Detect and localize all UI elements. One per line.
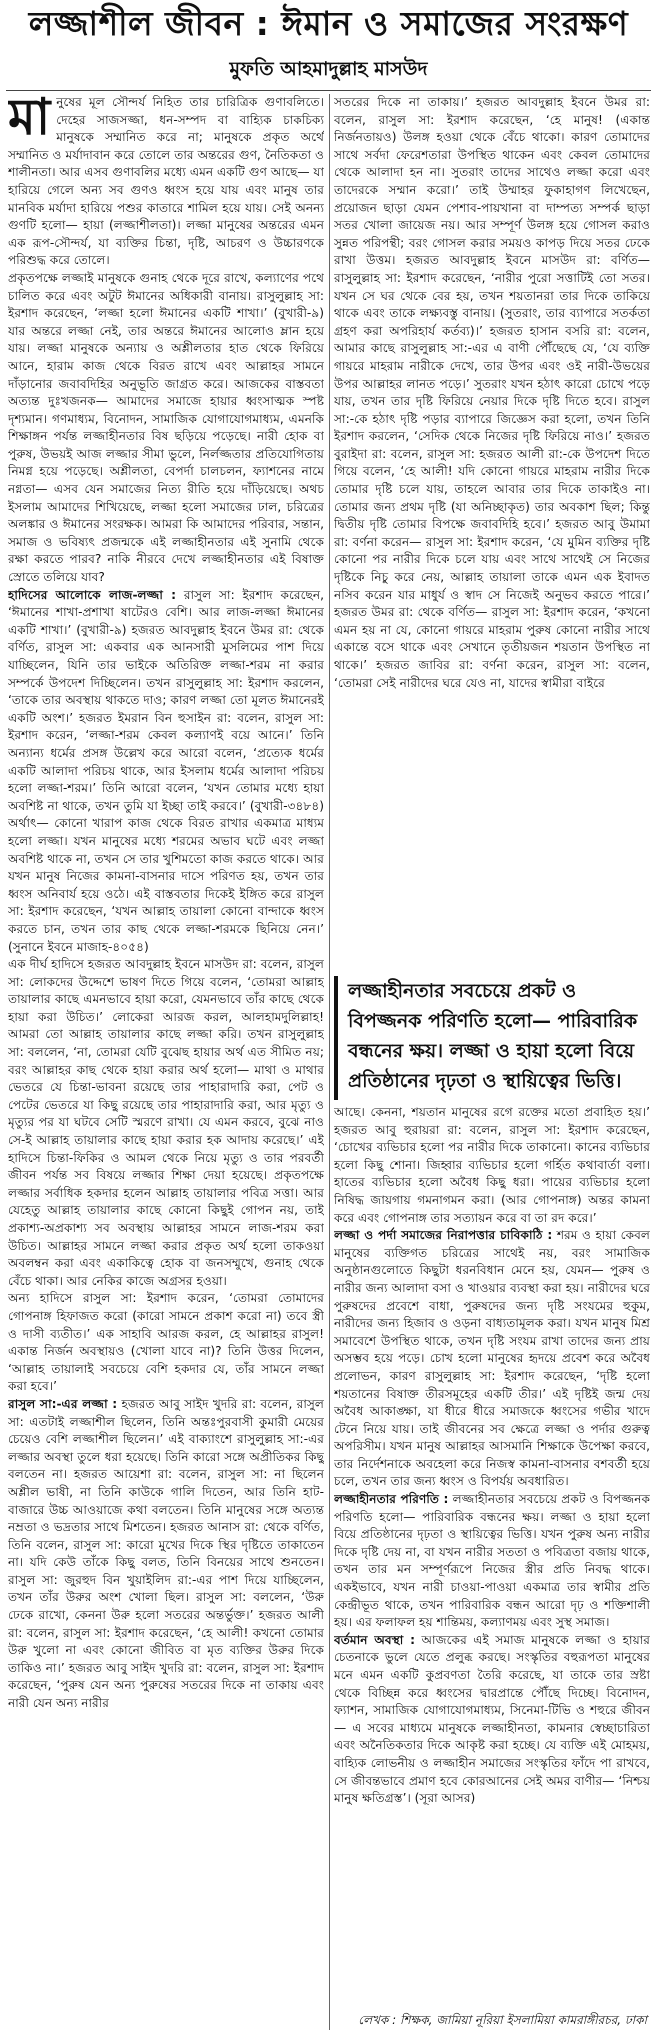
section-text-social-security: শরম ও হায়া কেবল মানুষের ব্যক্তিগত চরিত্রের সাথেই নয়, বরং সামাজিক অনুষ্ঠানগুলোতে কিছুটা ধরনবিধান মেনে হয়, যেমন— পুরুষ ও নারীর জন্য আলাদা বসা ও খাওয়ার ব্যবস্থা করা হয়। নারীদের ঘরে পুরুষদের প্রবেশে বাধা, পুরুষদের জন্য দৃষ্টি সংযমের হুকুম, নারীদের জন্য হিজাব ও ওড়না বাধ্যতামূলক করা। যখন মানুষ মিশ্র সমাবেশে উপস্থিত থাকে, তখন দৃষ্টি সংযম রাখা তাদের জন্য প্রায় অসম্ভব হয়ে পড়ে। চোখ হলো মানুষের হৃদয়ে প্রবেশ করে অবৈধ প্রলোভন, কারণ রাসুলুল্লাহ সা: ইরশাদ করেছেন, ‘দৃষ্টি হলো শয়তানের বিষাক্ত তীরসমূহের একটি তীর।’ এই দৃষ্টিই জন্ম দেয় অবৈধ আকাঙ্ক্ষা, যা ধীরে ধীরে সমাজকে ধ্বংসের গভীর খাদে টেনে নিয়ে যায়। তাই জীবনের সব ক্ষেত্রে লজ্জা ও পর্দার গুরুত্ব অপরিসীম। যখন মানুষ আল্লাহর আসমানি শিক্ষাকে উপেক্ষা করবে, তার নির্দেশনাকে অবহেলা করে নিজস্ব কামনা-বাসনার বশবর্তী হয়ে চলে, তখন তার জন্য ধ্বংস ও বিপর্যয় অবধারিত।	[334, 1228, 650, 1489]
section-current-state	[334, 1632, 650, 1808]
section-title-prophet-modesty: রাসুল সা:-এর লজ্জা :	[8, 1396, 118, 1411]
body-paragraph: আছে। কেননা, শয়তান মানুষের রগে রক্তের মতো প্রবাহিত হয়।’ হজরত আবু হুরায়রা রা: বলেন, রাসুল সা: ইরশাদ করেছেন, ‘চোখের ব্যভিচার হলো পর নারীর দিকে তাকানো। কানের ব্যভিচার হলো কিছু শোনা। জিহ্বার ব্যভিচার হলো গর্হিত কথাবার্তা বলা। হাতের ব্যভিচার হলো অবৈধ কিছু ধরা। পায়ের ব্যভিচার হলো নিষিদ্ধ জায়গায় গমনাগমন করা। (আর গোপনাঙ্গ) অন্তর কামনা করে এবং গোপনাঙ্গ তার সত্যায়ন করে বা তা রদ করে।’	[334, 1105, 650, 1225]
section-text-consequences: লজ্জাহীনতার সবচেয়ে প্রকট ও বিপজ্জনক পরিণতি হলো— পারিবারিক বন্ধনের ক্ষয়। লজ্জা ও হায়া হলো বিয়ে প্রতিষ্ঠানের দৃঢ়তা ও স্থায়িত্বের ভিত্তি। যখন পুরুষ অন্য নারীর দিকে দৃষ্টি দেয় না, বা যখন নারীর সততা ও পবিত্রতা বজায় থাকে, তখন তার মন সম্পূর্ণরূপে নিজের স্ত্রীর প্রতি নিবদ্ধ থাকে। একইভাবে, যখন নারী চাওয়া-পাওয়া একমাত্র তার স্বামীর প্রতি কেন্দ্রীভূত থাকে, তখন পারিবারিক বন্ধন আরো দৃঢ় ও শক্তিশালী হয়। এর ফলাফল হয় শান্তিময়, কল্যাণময় এবং সুস্থ সমাজ।	[334, 1492, 650, 1630]
section-text-prophet-modesty: হজরত আবু সাইদ খুদরি রা: বলেন, রাসুল সা: এতটাই লজ্জাশীল ছিলেন, তিনি অন্তঃপুরবাসী কুমারী মেয়ের চেয়েও বেশি লজ্জাশীল ছিলেন।’ এই বাক্যাংশে রাসুলুল্লাহ সা:-এর লজ্জার অবস্থা তুলে ধরা হয়েছে। তিনি কারো সঙ্গে অপ্রীতিকর কিছু বলতেন না। হজরত আয়েশা রা: বলেন, রাসুল সা: না ছিলেন অশ্লীল ভাষী, না তিনি কাউকে গালি দিতেন, আর তিনি হাট-বাজারে উচ্চ আওয়াজে কথা বলতেন। তিনি মানুষের সঙ্গে অত্যন্ত নম্রতা ও ভদ্রতার সাথে মিশতেন। হজরত আনাস রা: থেকে বর্ণিত, তিনি বলেন, রাসুল সা: কারো মুখের দিকে স্থির দৃষ্টিতে তাকাতেন না। যদি কেউ তাঁকে কিছু বলত, তিনি বিনয়ের সাথে শুনতেন। রাসুল সা: জুরহুদ বিন খুয়াইলিদ রা:-এর পাশ দিয়ে যাচ্ছিলেন, তখন তাঁর উরুর অংশ খোলা ছিল। রাসুল সা: বললেন, ‘উরু ঢেকে রাখো, কেননা উরু হলো সতরের অন্তর্ভুক্ত।’ হজরত আলী রা: বলেন, রাসুল সা: ইরশাদ করেছেন, ‘হে আলী! কখনো তোমার উরু খুলো না এবং কোনো জীবিত বা মৃত ব্যক্তির উরুর দিকে তাকিও না।’ হজরত আবু সাইদ খুদরি রা: বলেন, রাসুল সা: ইরশাদ করেছেন, ‘পুরুষ যেন অন্য পুরুষের সতরের দিকে না তাকায় এবং নারী যেন অন্য নারীর	[8, 1396, 324, 1711]
column-divider	[329, 94, 330, 2030]
top-rule	[6, 90, 651, 91]
body-paragraph: এক দীর্ঘ হাদিসে হজরত আবদুল্লাহ ইবনে মাসউদ রা: বলেন, রাসুল সা: লোকদের উদ্দেশে ভাষণ দিতে গিয়ে বলেন, ‘তোমরা আল্লাহ তায়ালার কাছে এমনভাবে হায়া করো, যেমনভাবে তাঁর কাছে থেকে হায়া করা উচিত।’ লোকেরা আরজ করল, আলহামদুলিল্লাহ! আমরা তো আল্লাহ তায়ালার কাছে লজ্জা করি। তখন রাসুলুল্লাহ সা: বললেন, ‘না, তোমরা যেটি বুঝেছ হায়ার অর্থ এত সীমিত নয়; বরং আল্লাহর কাছ থেকে হায়া করার অর্থ হলো— মাথা ও মাথার ভেতরে যে চিন্তা-ভাবনা রয়েছে তার পাহারাদারি করা, পেট ও পেটের ভেতরে যা কিছু রয়েছে তার পাহারাদারি করা, আর মৃত্যু ও মৃত্যুর পর যা ঘটবে সেটি স্মরণে রাখা। যে এমন করবে, বুঝে নাও সে-ই আল্লাহ তায়ালার কাছে হায়া করার হক আদায় করেছে।’ এই হাদিসে চিন্তা-ফিকির ও আমল থেকে নিয়ে মৃত্যু ও তার পরবর্তী জীবন পর্যন্ত সব বিষয়ে লজ্জার শিক্ষা দেয়া হয়েছে। প্রকৃতপক্ষে লজ্জার সর্বাধিক হকদার হলেন আল্লাহ তায়ালার পবিত্র সত্তা। আর যেহেতু আল্লাহ তায়ালার কাছে কোনো কিছুই গোপন নয়, তাই প্রকাশ্য-অপ্রকাশ্য সব অবস্থায় আল্লাহর সামনে লাজ-শরম করা উচিত। আল্লাহর সামনে লজ্জা করার প্রকৃত অর্থ হলো তাকওয়া অবলম্বন করা এবং একাকিত্বে হোক বা জনসম্মুখে, গুনাহ থেকে বেঁচে থাকা। আর নেকির কাজে অগ্রসর হওয়া।	[8, 957, 324, 1288]
body-paragraph: প্রকৃতপক্ষে লজ্জাই মানুষকে গুনাহ থেকে দূরে রাখে, কল্যাণের পথে চালিত করে এবং অটুট ঈমানের অধিকারী বানায়। রাসুলুল্লাহ সা: ইরশাদ করেছেন, ‘লজ্জা হলো ঈমানের একটি শাখা।’ (বুখারী-৯) যার অন্তরে লজ্জা নেই, তার অন্তরে ঈমানের আলোও ম্লান হয়ে যায়। লজ্জা মানুষকে অন্যায় ও অশ্লীলতার হাত থেকে ফিরিয়ে আনে, হারাম কাজ থেকে বিরত রাখে এবং আল্লাহর সামনে দাঁড়ানোর জবাবদিহির অনুভূতি জাগ্রত করে। আজকের বাস্তবতা অত্যন্ত দুঃখজনক— আমাদের সমাজে হায়ার ধ্বংসাত্মক স্পষ্ট দৃশ্যমান। গণমাধ্যম, বিনোদন, সামাজিক যোগাযোগমাধ্যম, এমনকি শিক্ষাঙ্গন পর্যন্ত লজ্জাহীনতার বিষ ছড়িয়ে পড়েছে। নারী হোক বা পুরুষ, উভয়ই আজ লজ্জার সীমা ভুলে, নির্লজ্জতার প্রতিযোগিতায় নিমগ্ন হয়ে পড়েছে। অশ্লীলতা, বেপর্দা চালচলন, ফ্যাশনের নামে নগ্নতা— এসব যেন সমাজের নিত্য রীতি হয়ে দাঁড়িয়েছে। অথচ ইসলাম আমাদের শিখিয়েছে, লজ্জা হলো সমাজের ঢাল, চরিত্রের অলঙ্কার ও ঈমানের সংরক্ষক। আমরা কি আমাদের পরিবার, সন্তান, সমাজ ও ভবিষ্যৎ প্রজন্মকে এই লজ্জাহীনতার এই সুনামি থেকে রক্ষা করতে পারব? নাকি নীরবে দেখে লজ্জাহীনতার এই বিষাক্ত স্রোতে তলিয়ে যাব?	[8, 270, 324, 585]
section-title-consequences: লজ্জাহীনতার পরিণতি :	[334, 1492, 449, 1507]
section-prophet-modesty	[8, 1396, 324, 1713]
drop-cap: মা	[8, 94, 51, 146]
author-note: লেখক : শিক্ষক, জামিয়া নূরিয়া ইসলামিয়া কামরাঙ্গীরচর, ঢাকা	[358, 2013, 647, 2027]
right-column-lower	[334, 1104, 650, 2024]
headline: লজ্জাশীল জীবন : ঈমান ও সমাজের সংরক্ষণ	[28, 4, 629, 43]
left-column	[8, 94, 324, 2032]
pull-quote: লজ্জাহীনতার সবচেয়ে প্রকট ও বিপজ্জনক পরিণতি হলো— পারিবারিক বন্ধনের ক্ষয়। লজ্জা ও হায়া হলো বিয়ে প্রতিষ্ঠানের দৃঢ়তা ও স্থায়িত্বের ভিত্তি।	[334, 976, 650, 1100]
section-text-hadith: রাসুল সা: ইরশাদ করেছেন, ‘ঈমানের শাখা-প্রশাখা ষাটেরও বেশি। আর লাজ-লজ্জা ঈমানের একটি শাখা।’ (বুখারী-৯) হজরত আবদুল্লাহ ইবনে উমর রা: থেকে বর্ণিত, রাসুল সা: একবার এক আনসারী মুসলিমের পাশ দিয়ে যাচ্ছিলেন, যিনি তার ভাইকে অতিরিক্ত লজ্জা-শরম না করার সম্পর্কে উপদেশ দিচ্ছিলেন। তখন রাসুলুল্লাহ সা: ইরশাদ করলেন, ‘তাকে তার অবস্থায় থাকতে দাও; কারণ লজ্জা তো মূলত ঈমানেরই একটি অংশ।’ হজরত ইমরান বিন হুসাইন রা: বলেন, রাসুল সা: ইরশাদ করেন, ‘লজ্জা-শরম কেবল কল্যাণই বয়ে আনে।’ তিনি অন্যান্য ধর্মের প্রসঙ্গ উল্লেখ করে আরো বলেন, ‘প্রত্যেক ধর্মের একটি আলাদা পরিচয় থাকে, আর ইসলাম ধর্মের আলাদা পরিচয় হলো লজ্জা-শরম।’ তিনি আরো বলেন, ‘যখন তোমার মধ্যে হায়া অবশিষ্ট না থাকে, তখন তুমি যা ইচ্ছা তাই করবে।’ (বুখারী-৩৪৮৪) অর্থাৎ— কোনো খারাপ কাজ থেকে বিরত রাখার একমাত্র মাধ্যম হলো লজ্জা। যখন মানুষের মধ্যে শরমের অভাব ঘটে এবং লজ্জা অবশিষ্ট থাকে না, তখন সে তার খুশিমতো কাজ করতে থাকে। আর যখন মানুষ নিজের কামনা-বাসনার দাসে পরিণত হয়, তখন তার ধ্বংস অনিবার্য হয়ে ওঠে। এই বাস্তবতার দিকেই ইঙ্গিত করে রাসুল সা: ইরশাদ করেছেন, ‘যখন আল্লাহ তায়ালা কোনো বান্দাকে ধ্বংস করতে চান, তখন তার কাছ থেকে লজ্জা-শরমকে ছিনিয়ে নেন।’ (সুনানে ইবনে মাজাহ-৪০৫৪)	[8, 587, 324, 954]
section-social-security	[334, 1227, 650, 1491]
intro-paragraph	[8, 94, 324, 270]
section-text-current-state: আজকের এই সমাজ মানুষকে লজ্জা ও হায়ার চেতনাকে ভুলে যেতে প্রলুব্ধ করছে। সংস্কৃতির বহুরূপতা মানুষের মনে এমন একটি কুপ্রবণতা তৈরি করেছে, যা তাকে তার স্রষ্টা থেকে বিচ্ছিন্ন করে ধ্বংসের দ্বারপ্রান্তে পৌঁছে দিচ্ছে। বিনোদন, ফ্যাশন, সামাজিক যোগাযোগমাধ্যম, সিনেমা-টিভি ও শহুরে জীবন— এ সবের মাধ্যমে মানুষকে লজ্জাহীনতা, কামনার স্বেচ্ছাচারিতা এবং অনৈতিকতার দিকে আকৃষ্ট করা হচ্ছে। যে ব্যক্তি এই মোহময়, বাহ্যিক লোভনীয় ও লজ্জাহীন সমাজের সংস্কৃতির ফাঁদে পা রাখবে, সে জীবন্তভাবে প্রমাণ হবে কোরআনের সেই অমর বাণীর— ‘নিশ্চয় মানুষ ক্ষতিগ্রস্ত’। (সূরা আসর)	[334, 1632, 650, 1806]
byline: মুফতি আহমাদুল্লাহ মাসউদ	[229, 58, 428, 80]
intro-text: নুষের মূল সৌন্দর্য নিহিত তার চারিত্রিক গুণাবলিতে। দেহের সাজসজ্জা, ধন-সম্পদ বা বাহ্যিক চাকচিক্য মানুষকে সম্মানিত করে না; মানুষকে প্রকৃত অর্থে সম্মানিত ও মর্যাদাবান করে তোলে তার অন্তরের গুণ, নৈতিকতা ও শালীনতা। আর এসব গুণাবলির মধ্যে এমন একটি গুণ আছে— যা হারিয়ে গেলে অন্য সব গুণও ধ্বংস হয়ে যায় এবং মানুষ তার মানবিক মর্যাদা হারিয়ে পশুর কাতারে শামিল হয়ে যায়। সেই অনন্য গুণটি হলো— হায়া (লজ্জাশীলতা)। লজ্জা মানুষের অন্তরের এমন এক রূপ-সৌন্দর্য, যা ব্যক্তির চিন্তা, দৃষ্টি, আচরণ ও উচ্চারণকে পরিশুদ্ধ করে তোলে।	[8, 95, 324, 268]
body-paragraph: সতরের দিকে না তাকায়।’ হজরত আবদুল্লাহ ইবনে উমর রা: বলেন, রাসুল সা: ইরশাদ করেছেন, ‘হে মানুষ! (একান্ত নির্জনতায়ও) উলঙ্গ হওয়া থেকে বেঁচে থাকো। কারণ তোমাদের সাথে সর্বদা ফেরেশতারা উপস্থিত থাকেন এবং কেবল তোমাদের থেকে আলাদা হন না। সুতরাং তাদের সাথেও লজ্জা করো এবং তাদেরকে সম্মান করো।’ তাই উম্মাহর ফুকাহাগণ লিখেছেন, প্রয়োজন ছাড়া যেমন পেশাব-পায়খানা বা দাম্পত্য সম্পর্ক ছাড়া সতর খোলা জায়েজ নয়। আর সম্পূর্ণ উলঙ্গ হয়ে গোসল করাও সুন্নত পরিপন্থী; বরং গোসল করার সময়ও কাপড় দিয়ে সতর ঢেকে রাখা উত্তম। হজরত আবদুল্লাহ ইবনে মাসউদ রা: বর্ণিত— রাসুলুল্লাহ সা: ইরশাদ করেছেন, ‘নারীর পুরো সত্তাটিই তো সতর। যখন সে ঘর থেকে বের হয়, তখন শয়তানরা তার দিকে তাকিয়ে থাকে এবং তাকে লক্ষ্যবস্তু বানায়। (সুতরাং, তার ব্যাপারে সতর্কতা গ্রহণ করা অপরিহার্য কর্তব্য)।’ হজরত হাসান বসরি রা: বলেন, আমার কাছে রাসুলুল্লাহ সা:-এর এ বাণী পৌঁছেছে যে, ‘যে ব্যক্তি গায়রে মাহরাম নারীকে দেখে, তার উপর এবং ওই নারী-উভয়ের উপর আল্লাহর লানত পড়ে।’ সুতরাং যখন হঠাৎ কারো চোখে পড়ে যায়, তখন তার দৃষ্টি ফিরিয়ে নেয়ার দিকে দৃষ্টি দিতে হবে। রাসুল সা:-কে হঠাৎ দৃষ্টি পড়ার ব্যাপারে জিজ্ঞেস করা হলো, তখন তিনি ইরশাদ করলেন, ‘সেদিক থেকে নিজের দৃষ্টি ফিরিয়ে নাও।’ হজরত বুরাইদা রা: বলেন, রাসুল সা: হজরত আলী রা:-কে উপদেশ দিতে গিয়ে বলেন, ‘হে আলী! যদি কোনো গায়রে মাহরাম নারীর দিকে তোমার দৃষ্টি চলে যায়, তাহলে আবার তার দিকে তাকাইও না। তোমার জন্য প্রথম দৃষ্টি (যা অনিচ্ছাকৃত) তার অবকাশ ছিল; কিন্তু দ্বিতীয় দৃষ্টি তোমার বিপক্ষে জবাবদিহি হবে।’ হজরত আবু উমামা রা: বর্ণনা করেন— রাসুল সা: ইরশাদ করেন, ‘যে মুমিন ব্যক্তির দৃষ্টি কোনো পর নারীর দিকে চলে যায় এবং সাথে সাথেই সে নিজের দৃষ্টিকে নিচু করে নেয়, আল্লাহ তায়ালা তাকে এমন এক ইবাদত নসিব করেন যার মাধুর্য ও স্বাদ সে নিজেই অনুভব করতে পারে।’ হজরত উমর রা: থেকে বর্ণিত— রাসুল সা: ইরশাদ করেন, ‘কখনো এমন হয় না যে, কোনো গায়রে মাহরাম পুরুষ কোনো নারীর সাথে একান্তে বসে থাকে এবং সেখানে তৃতীয়জন শয়তান উপস্থিত না থাকে।’ হজরত জাবির রা: বর্ণনা করেন, রাসুল সা: বলেন, ‘তোমরা সেই নারীদের ঘরে যেও না, যাদের স্বামীরা বাইরে	[334, 95, 650, 690]
section-hadith	[8, 587, 324, 956]
section-title-current-state: বর্তমান অবস্থা :	[334, 1632, 416, 1647]
section-consequences	[334, 1491, 650, 1632]
section-title-hadith: হাদিসের আলোকে লাজ-লজ্জা :	[8, 587, 176, 602]
body-paragraph: অন্য হাদিসে রাসুল সা: ইরশাদ করেন, ‘তোমরা তোমাদের গোপনাঙ্গ হিফাজত করো (কারো সামনে প্রকাশ করো না) তবে স্ত্রী ও দাসী ব্যতীত।’ এক সাহাবি আরজ করল, হে আল্লাহর রাসুল! একান্ত নির্জন অবস্থায়ও (খোলা যাবে না)? তিনি উত্তর দিলেন, ‘আল্লাহ তায়ালাই সবচেয়ে বেশি হকদার যে, তাঁর সামনে লজ্জা করা হবে।’	[8, 1291, 324, 1394]
section-title-social-security: লজ্জা ও পর্দা সমাজের নিরাপত্তার চাবিকাঠি :	[334, 1228, 553, 1243]
right-column-upper	[334, 94, 650, 970]
